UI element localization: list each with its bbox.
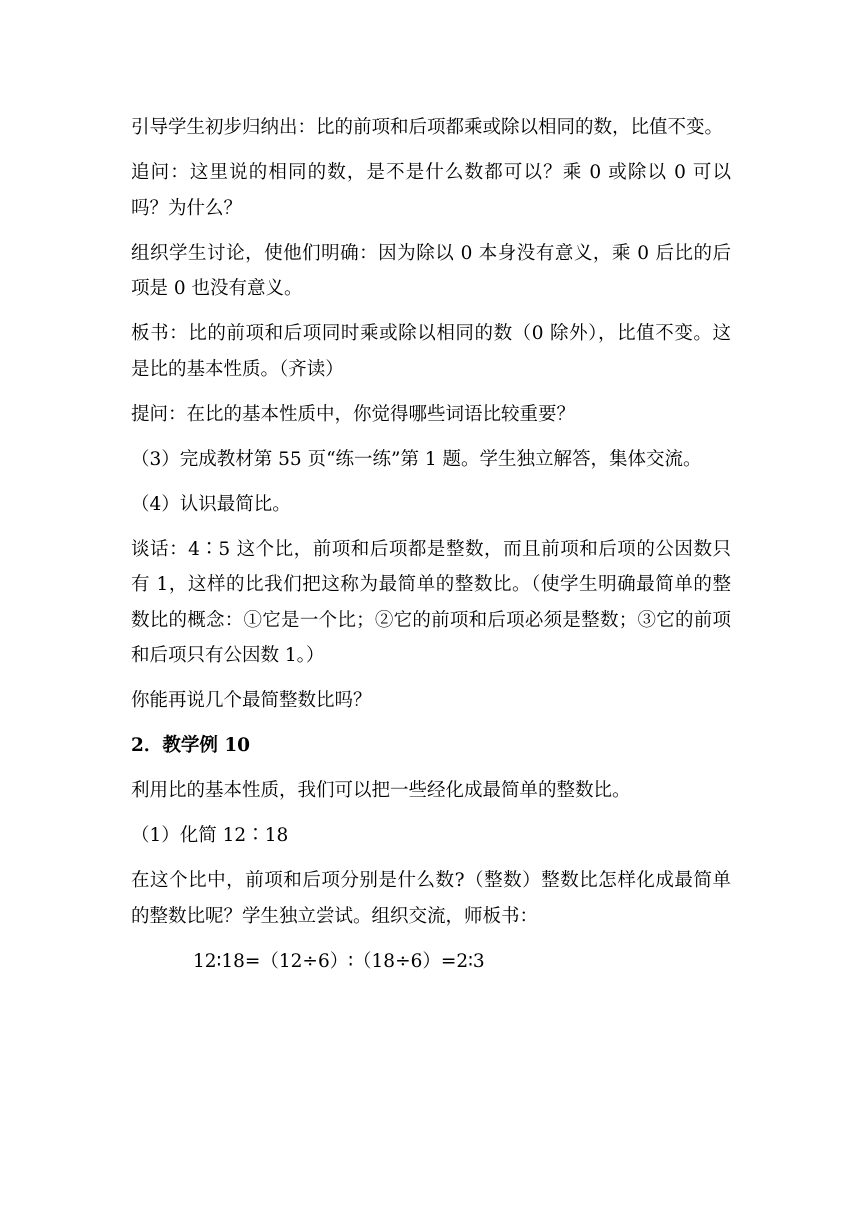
paragraph-simplest-ratio-title: （4）认识最简比。 xyxy=(131,493,291,515)
paragraph-discussion: 组织学生讨论，使他们明确：因为除以 0 本身没有意义，乘 0 后比的后项是 0 也没有意义。 xyxy=(131,242,731,299)
document-body xyxy=(131,110,731,989)
paragraph-simplify-discussion: 在这个比中，前项和后项分别是什么数?（整数）整数比怎样化成最简单的整数比呢？学生独立尝试。组织交流，师板书： xyxy=(131,870,731,927)
paragraph-follow-up-question: 追问：这里说的相同的数，是不是什么数都可以？乘 0 或除以 0 可以吗？为什么？ xyxy=(131,162,731,219)
paragraph-ratio-property-summary: 引导学生初步归纳出：比的前项和后项都乘或除以相同的数，比值不变。 xyxy=(131,117,724,138)
section-heading-example-10: 2．教学例 10 xyxy=(131,735,251,756)
paragraph-simplest-ratio-explanation: 谈话：4∶5 这个比，前项和后项都是整数，而且前项和后项的公因数只有 1，这样的比我们把这称为最简单的整数比。（使学生明确最简单的整数比的概念：①它是一个比；②它的前项和后项必须是整数；③它的前项和后项只有公因数 1。） xyxy=(131,538,731,666)
paragraph-exercise: （3）完成教材第 55 页“练一练”第 1 题。学生独立解答，集体交流。 xyxy=(131,448,702,470)
paragraph-simplify-ratio: （1）化简 12∶18 xyxy=(131,825,289,846)
paragraph-example-intro: 利用比的基本性质，我们可以把一些经化成最简单的整数比。 xyxy=(131,780,631,801)
paragraph-question: 提问：在比的基本性质中，你觉得哪些词语比较重要？ xyxy=(131,403,576,425)
formula-ratio-simplification: 12∶18=（12÷6）∶（18÷6）=2∶3 xyxy=(193,950,485,972)
paragraph-more-examples-question: 你能再说几个最简整数比吗？ xyxy=(131,690,372,711)
paragraph-board-writing: 板书：比的前项和后项同时乘或除以相同的数（0 除外），比值不变。这是比的基本性质。（齐读） xyxy=(131,323,731,380)
